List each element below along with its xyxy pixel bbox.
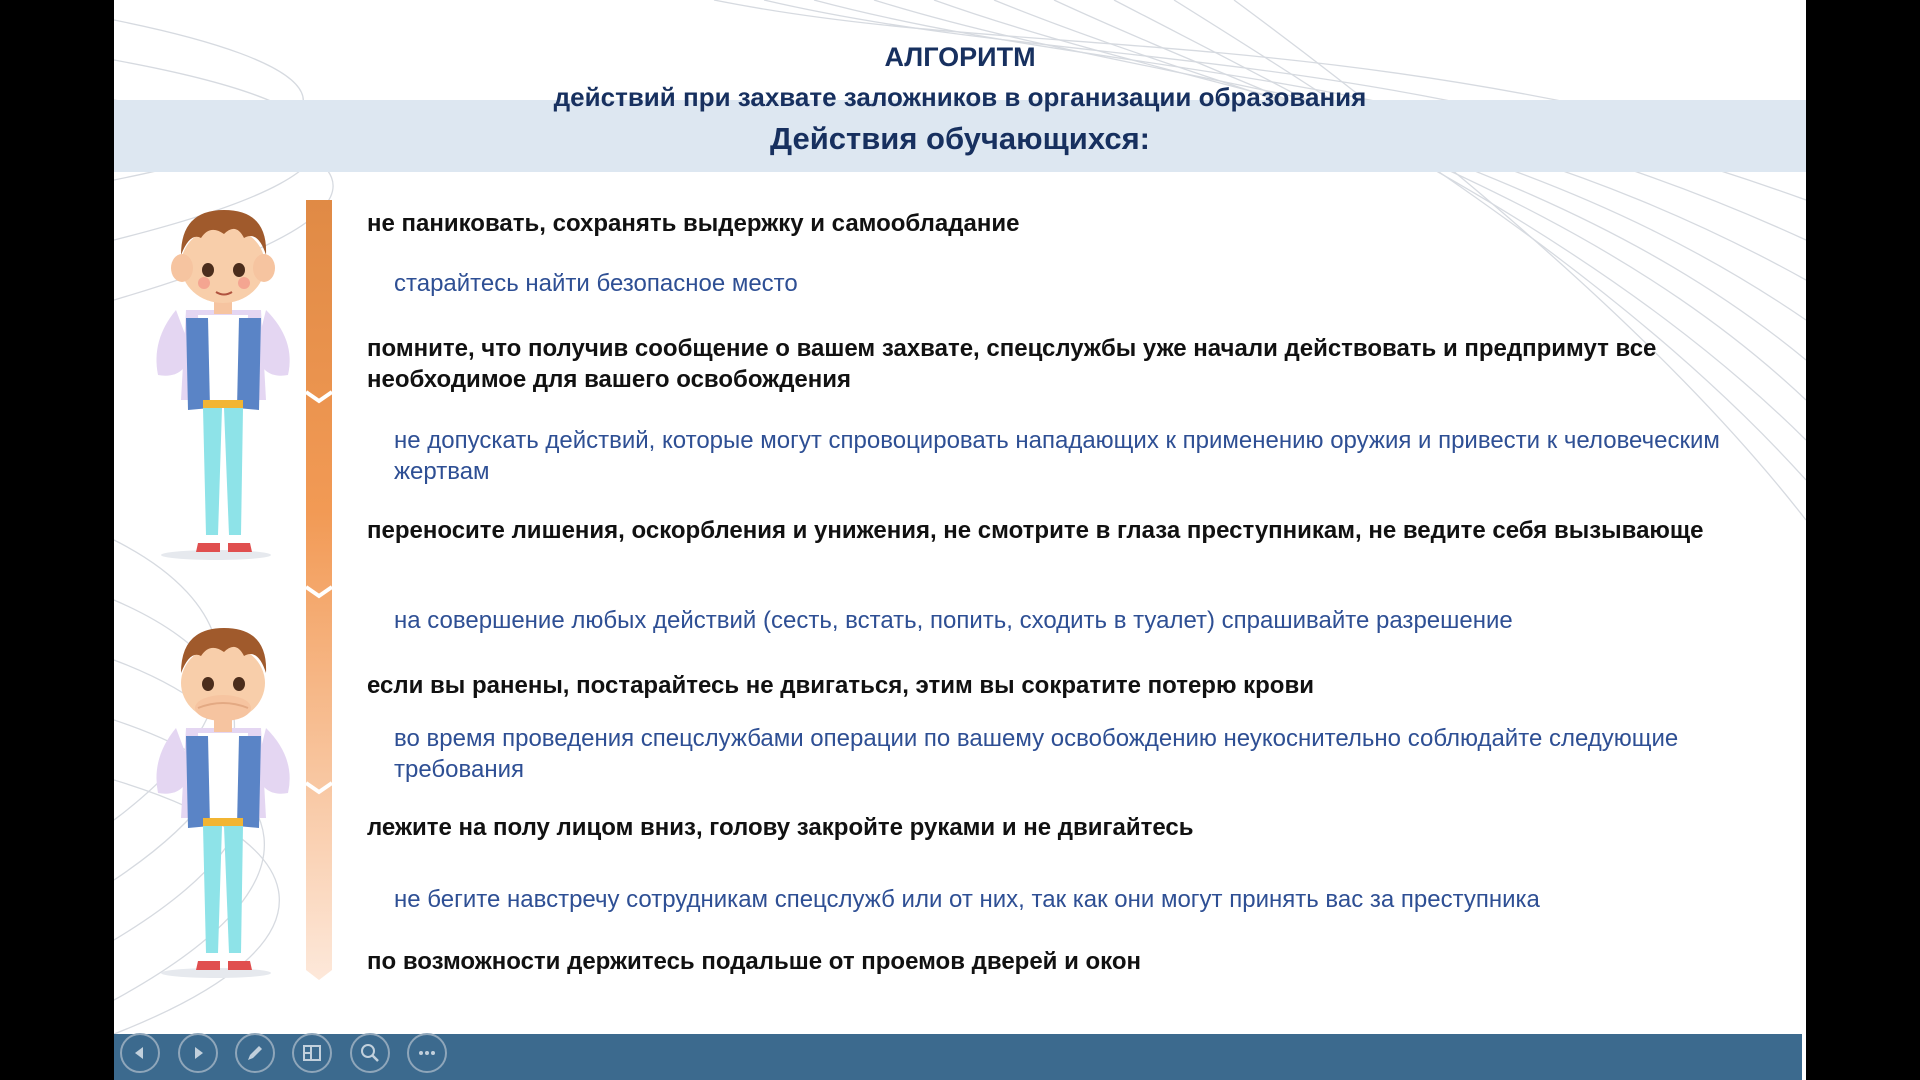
section-title: Действия обучающихся: (770, 121, 1150, 156)
instruction-sub: не допускать действий, которые могут спровоцировать нападающих к применению оружия и привести к человеческим жертвам (394, 427, 1720, 485)
instruction-bold: не паниковать, сохранять выдержку и самообладание (367, 210, 1020, 237)
instruction-bold: переносите лишения, оскорбления и унижения, не смотрите в глаза преступникам, не ведите себя вызывающе (367, 517, 1704, 544)
pen-tool-button[interactable] (235, 1033, 275, 1073)
instruction-sub: не бегите навстречу сотрудникам спецслужб или от них, так как они могут принять вас за преступника (394, 886, 1540, 913)
previous-slide-button[interactable] (120, 1033, 160, 1073)
zoom-button[interactable] (350, 1033, 390, 1073)
prev-arrow-icon (129, 1042, 151, 1064)
magnifier-icon (359, 1042, 381, 1064)
slide (114, 0, 1806, 1080)
ellipsis-icon (416, 1042, 438, 1064)
instruction-sub: во время проведения спецслужбами операции по вашему освобождению неукоснительно соблюдайте следующие требования (394, 725, 1679, 783)
next-slide-button[interactable] (178, 1033, 218, 1073)
slides-grid-icon (301, 1042, 323, 1064)
pen-icon (244, 1042, 266, 1064)
timeline-bar (306, 200, 332, 980)
instruction-sub: старайтесь найти безопасное место (394, 270, 798, 297)
page-title: АЛГОРИТМ (884, 42, 1036, 72)
instruction-sub: на совершение любых действий (сесть, встать, попить, сходить в туалет) спрашивайте разрешение (394, 607, 1513, 634)
more-options-button[interactable] (407, 1033, 447, 1073)
slides-overview-button[interactable] (292, 1033, 332, 1073)
instruction-bold: если вы ранены, постарайтесь не двигаться, этим вы сократите потерю крови (367, 672, 1314, 699)
boy-covering-mouth-illustration (146, 618, 306, 978)
instruction-bold: лежите на полу лицом вниз, голову закройте руками и не двигайтесь (367, 814, 1194, 841)
instruction-bold: помните, что получив сообщение о вашем захвате, спецслужбы уже начали действовать и предпримут все необходимое для вашего освобождения (367, 335, 1657, 393)
instruction-bold: по возможности держитесь подальше от проемов дверей и окон (367, 948, 1142, 975)
next-arrow-icon (187, 1042, 209, 1064)
boy-covering-ears-illustration (146, 200, 306, 560)
page-subtitle: действий при захвате заложников в организации образования (553, 82, 1367, 112)
